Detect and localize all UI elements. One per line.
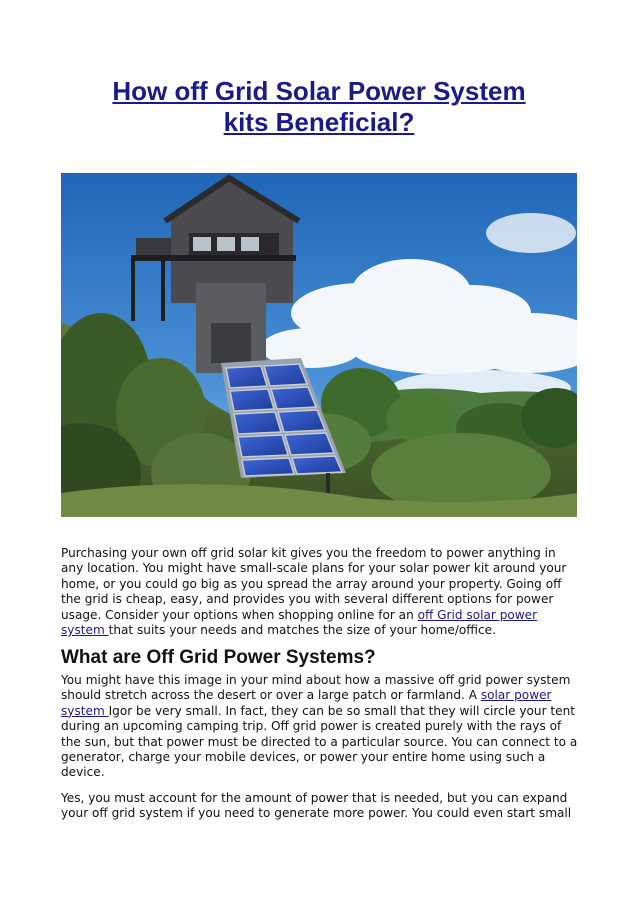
section-paragraph-1	[61, 673, 581, 781]
title-link[interactable]	[112, 76, 525, 137]
intro-text-a: Purchasing your own off grid solar kit gives you the freedom to power anything in any location. You might have small-scale plans for your solar power kit around your home, or you could go big as you spread the array around your property. Going off the grid is cheap, easy, and provides you with several different options for power usage. Consider your options when shopping online for an	[61, 546, 567, 622]
section-paragraph-2: Yes, you must account for the amount of power that is needed, but you can expand your off grid system if you need to generate more power. You could even start small	[61, 791, 572, 821]
section-p1-text-b: Igor be very small. In fact, they can be so small that they will circle your tent during an upcoming camping trip. Off grid power is created purely with the rays of the sun, but that power must be directed to a particular source. You can connect to a generator, charge your mobile devices, or power your entire home using such a device.	[61, 703, 578, 780]
title-line-1: How off Grid Solar Power System	[112, 76, 526, 106]
intro-paragraph	[61, 546, 581, 638]
title-line-2: kits Beneficial?	[223, 107, 415, 137]
section-p1-text-a: You might have this image in your mind about how a massive off grid power system should stretch across the desert or over a large patch or farmland. A	[61, 673, 571, 703]
off-grid-system-link[interactable]: off Grid solar power system	[61, 607, 538, 638]
intro-text-b: that suits your needs and matches the size of your home/office.	[108, 623, 496, 638]
section-heading: What are Off Grid Power Systems?	[61, 647, 376, 668]
page-title	[60, 76, 578, 138]
hero-photo	[61, 173, 577, 517]
solar-power-system-link[interactable]: solar power system	[61, 688, 552, 718]
